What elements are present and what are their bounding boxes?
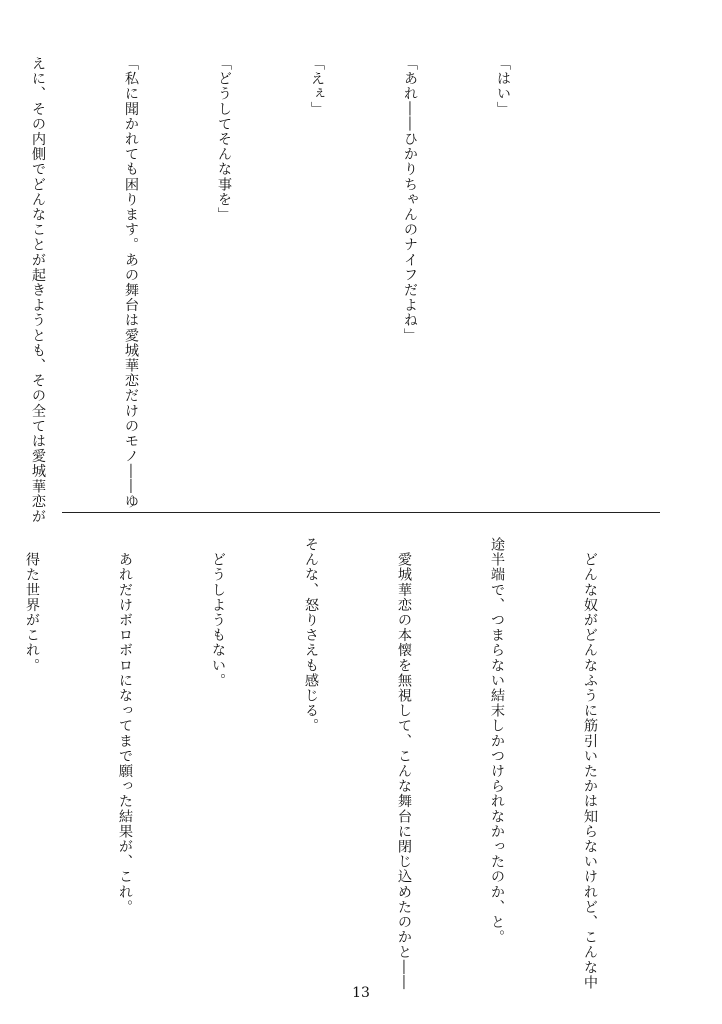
text-line: どうしようもない。 xyxy=(210,537,226,688)
page-number: 13 xyxy=(352,985,370,1001)
text-line: 「どうしてそんな事を」 xyxy=(216,56,232,223)
text-line: あれだけボロボロになってまで願った結果が、これ。 xyxy=(117,537,133,915)
section-divider xyxy=(62,512,660,513)
text-line: 愛城華恋の本懐を無視して、こんな舞台に閉じ込めたのかと―― xyxy=(396,537,412,990)
text-line: 得た世界がこれ。 xyxy=(24,537,40,673)
text-line: 「えぇ」 xyxy=(309,56,325,117)
text-line: そんな、怒りさえも感じる。 xyxy=(303,537,319,734)
text-line: えに、その内側でどんなことが起きようとも、その全ては愛城華恋が xyxy=(30,56,46,525)
lower-text-block xyxy=(0,537,667,990)
text-line: 「私に聞かれても困ります。あの舞台は愛城華恋だけのモノ――ゆ xyxy=(123,56,139,509)
text-line: どんな奴がどんなふうに筋引いたかは知らないけれど、こんな中 xyxy=(582,537,598,990)
text-line: 「あれ――ひかりちゃんのナイフだよね」 xyxy=(402,56,418,343)
upper-text-block xyxy=(0,56,580,525)
text-line: 「はい」 xyxy=(495,56,511,117)
text-line: 途半端で、つまらない結末しかつけられなかったのか、と。 xyxy=(489,537,505,945)
